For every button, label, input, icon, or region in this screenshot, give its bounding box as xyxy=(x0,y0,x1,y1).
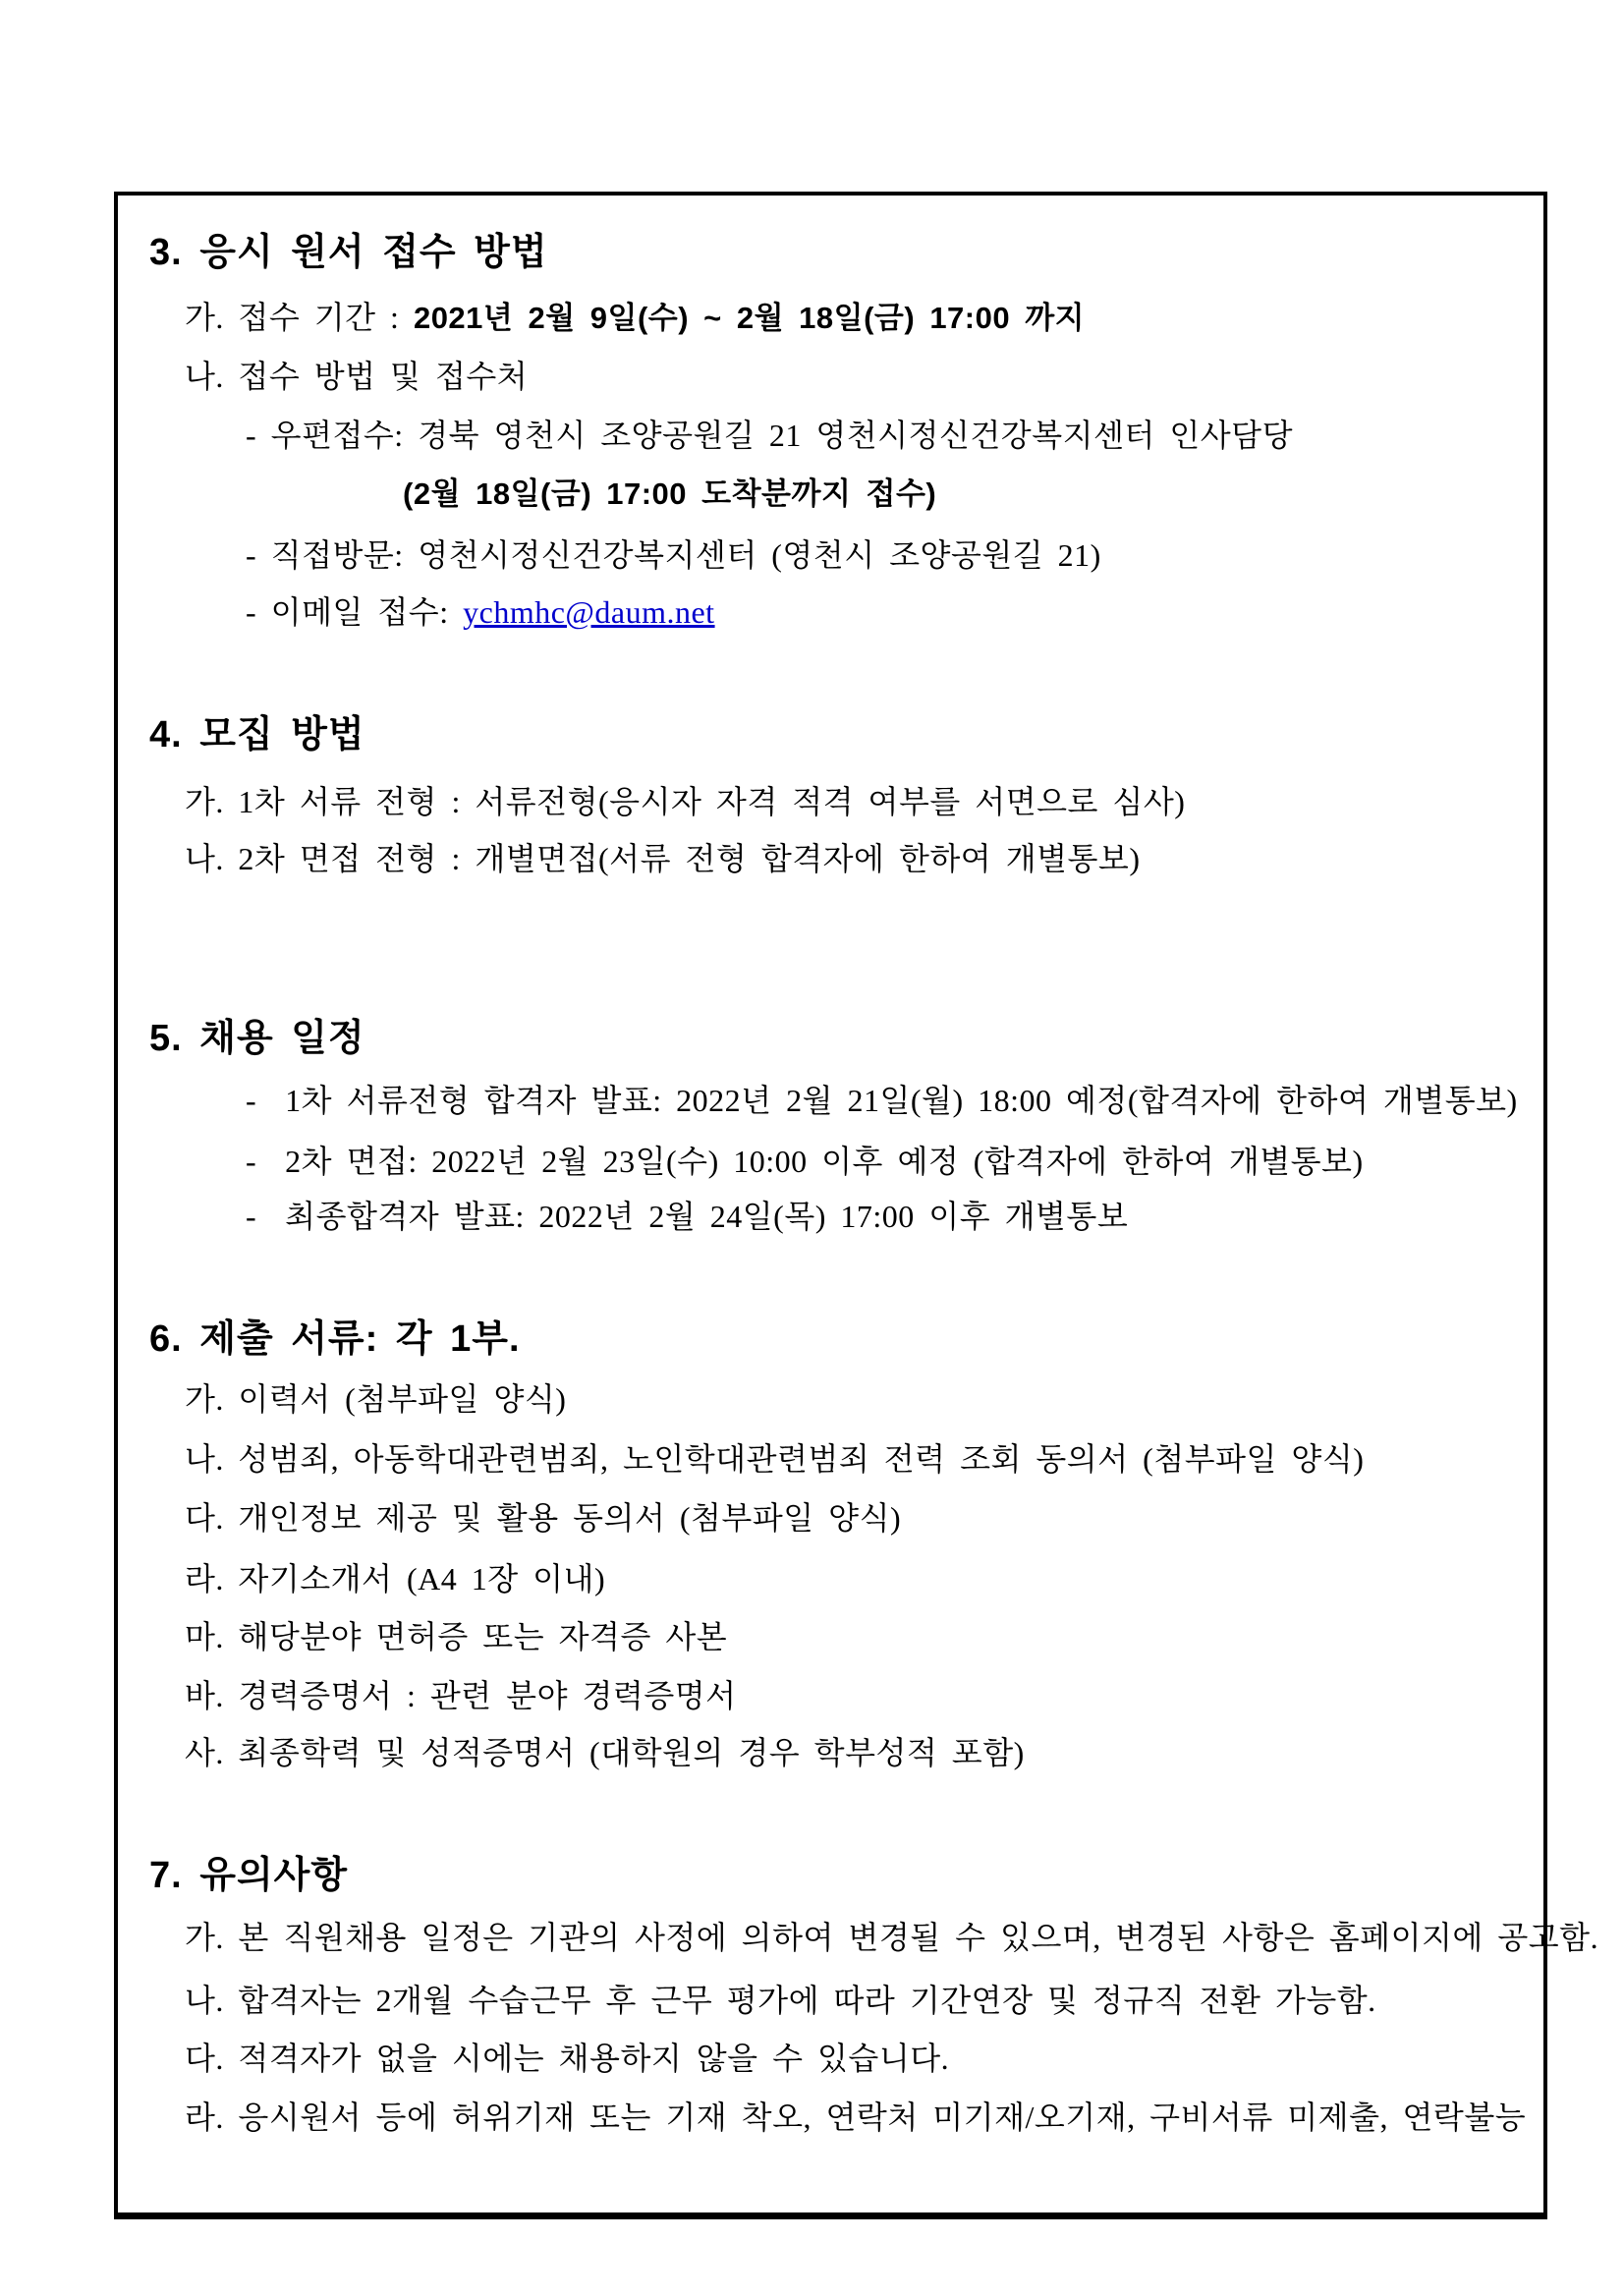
section-6-heading: 6. 제출 서류: 각 1부. xyxy=(149,1318,521,1360)
section-5-heading: 5. 채용 일정 xyxy=(149,1018,365,1059)
doc-privacy-consent-line: 다. 개인정보 제공 및 활용 동의서 (첨부파일 양식) xyxy=(185,1500,902,1536)
doc-cover-letter-line: 라. 자기소개서 (A4 1장 이내) xyxy=(185,1561,606,1596)
email-link[interactable]: ychmhc@daum.net xyxy=(463,594,715,630)
first-round-screening-line: 가. 1차 서류 전형 : 서류전형(응시자 자격 적격 여부를 서면으로 심사) xyxy=(185,784,1186,819)
section-7-heading: 7. 유의사항 xyxy=(149,1855,349,1896)
email-receipt-line xyxy=(246,592,715,632)
receipt-period-line xyxy=(185,298,1085,338)
doc-career-certificate-line: 바. 경력증명서 : 관련 분야 경력증명서 xyxy=(185,1678,737,1713)
receipt-method-line: 나. 접수 방법 및 접수처 xyxy=(185,359,529,394)
schedule-final-announcement-line: - 최종합격자 발표: 2022년 2월 24일(목) 17:00 이후 개별통보 xyxy=(246,1199,1129,1234)
section-3-heading: 3. 응시 원서 접수 방법 xyxy=(149,232,548,273)
doc-resume-line: 가. 이력서 (첨부파일 양식) xyxy=(185,1381,567,1417)
second-round-interview-line: 나. 2차 면접 전형 : 개별면접(서류 전형 합격자에 한하여 개별통보) xyxy=(185,841,1141,876)
notice-false-statement-line: 라. 응시원서 등에 허위기재 또는 기재 착오, 연락처 미기재/오기재, 구비서류 미제출, 연락불능 xyxy=(185,2100,1527,2135)
notice-no-hire-line: 다. 적격자가 없을 시에는 채용하지 않을 수 있습니다. xyxy=(185,2041,950,2076)
schedule-first-announcement-line: - 1차 서류전형 합격자 발표: 2022년 2월 21일(월) 18:00 예정(합격자에 한하여 개별통보) xyxy=(246,1083,1518,1118)
doc-criminal-record-consent-line: 나. 성범죄, 아동학대관련범죄, 노인학대관련범죄 전력 조회 동의서 (첨부파일 양식) xyxy=(185,1441,1365,1477)
doc-license-copy-line: 마. 해당분야 면허증 또는 자격증 사본 xyxy=(185,1619,728,1654)
postal-deadline-line: (2월 18일(금) 17:00 도착분까지 접수) xyxy=(403,476,937,511)
notice-probation-line: 나. 합격자는 2개월 수습근무 후 근무 평가에 따라 기간연장 및 정규직 전환 가능함. xyxy=(185,1983,1376,2018)
schedule-interview-line: - 2차 면접: 2022년 2월 23일(수) 10:00 이후 예정 (합격자에 한하여 개별통보) xyxy=(246,1144,1364,1179)
doc-transcript-line: 사. 최종학력 및 성적증명서 (대학원의 경우 학부성적 포함) xyxy=(185,1735,1025,1770)
notice-schedule-change-line: 가. 본 직원채용 일정은 기관의 사정에 의하여 변경될 수 있으며, 변경된 사항은 홈페이지에 공고함. xyxy=(185,1920,1599,1955)
section-4-heading: 4. 모집 방법 xyxy=(149,714,365,756)
receipt-period-label: 가. 접수 기간 : xyxy=(185,300,414,335)
visit-receipt-line: - 직접방문: 영천시정신건강복지센터 (영천시 조양공원길 21) xyxy=(246,537,1101,573)
receipt-period-value: 2021년 2월 9일(수) ~ 2월 18일(금) 17:00 까지 xyxy=(413,301,1086,335)
email-receipt-label: - 이메일 접수: xyxy=(246,594,464,630)
postal-receipt-line: - 우편접수: 경북 영천시 조양공원길 21 영천시정신건강복지센터 인사담당 xyxy=(246,418,1293,453)
